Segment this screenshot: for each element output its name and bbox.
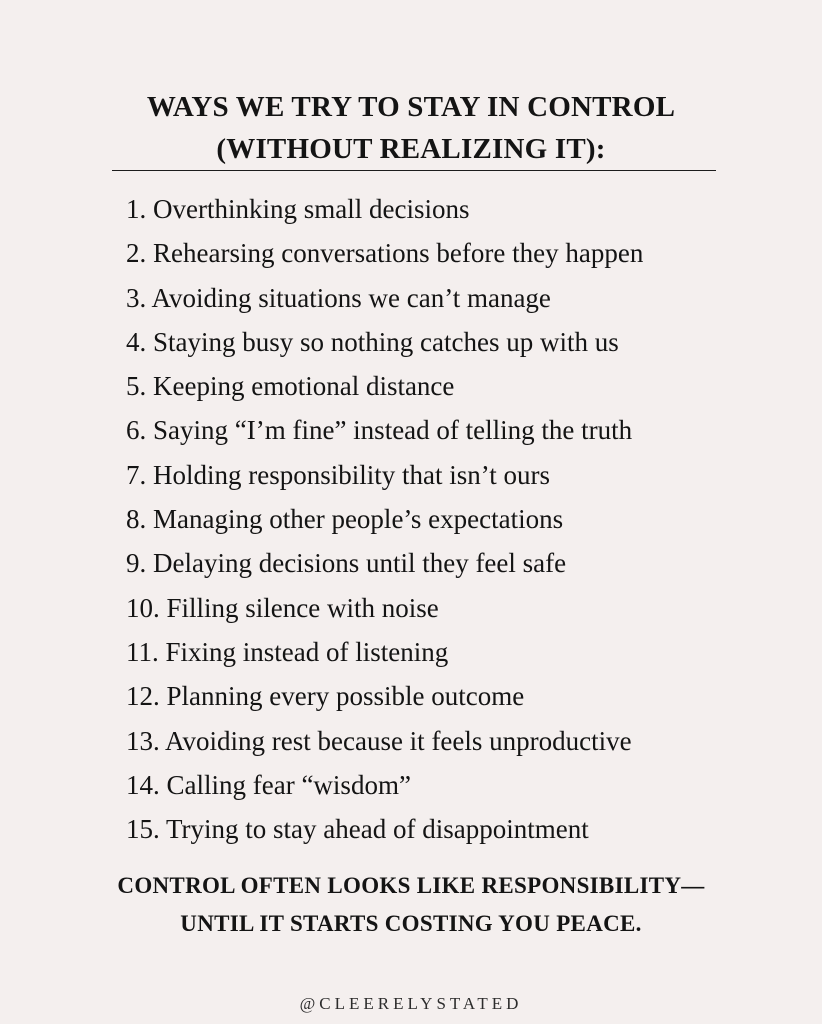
- list-item: 2. Rehearsing conversations before they happen: [126, 238, 644, 269]
- list-item: 8. Managing other people’s expectations: [126, 504, 564, 535]
- list-item: 1. Overthinking small decisions: [126, 194, 470, 224]
- list-item: 3. Avoiding situations we can’t manage: [126, 282, 551, 313]
- closing-line-1: CONTROL OFTEN LOOKS LIKE RESPONSIBILITY—: [117, 873, 705, 898]
- list-item: 4. Staying busy so nothing catches up with us: [126, 326, 619, 357]
- list-item: 11. Fixing instead of listening: [126, 636, 449, 667]
- list-item: 12. Planning every possible outcome: [126, 681, 525, 712]
- list-item: 5. Keeping emotional distance: [126, 371, 455, 402]
- list-item: 10. Filling silence with noise: [126, 592, 439, 623]
- list-item: 9. Delaying decisions until they feel safe: [126, 548, 567, 579]
- closing-line-2: UNTIL IT STARTS COSTING YOU PEACE.: [180, 911, 642, 936]
- list-item: 13. Avoiding rest because it feels unproductive: [126, 725, 632, 756]
- list-item: 6. Saying “I’m fine” instead of telling the truth: [126, 415, 633, 446]
- list-item: 15. Trying to stay ahead of disappointment: [126, 814, 589, 845]
- author-handle: @CLEERELYSTATED: [299, 994, 523, 1013]
- list-item: 7. Holding responsibility that isn’t ours: [126, 459, 550, 490]
- title-divider: [112, 170, 716, 171]
- control-behaviors-list: [126, 187, 643, 851]
- list-item: 14. Calling fear “wisdom”: [126, 769, 411, 800]
- title-line-2: (WITHOUT REALIZING IT):: [216, 133, 606, 165]
- title-line-1: WAYS WE TRY TO STAY IN CONTROL: [146, 91, 676, 123]
